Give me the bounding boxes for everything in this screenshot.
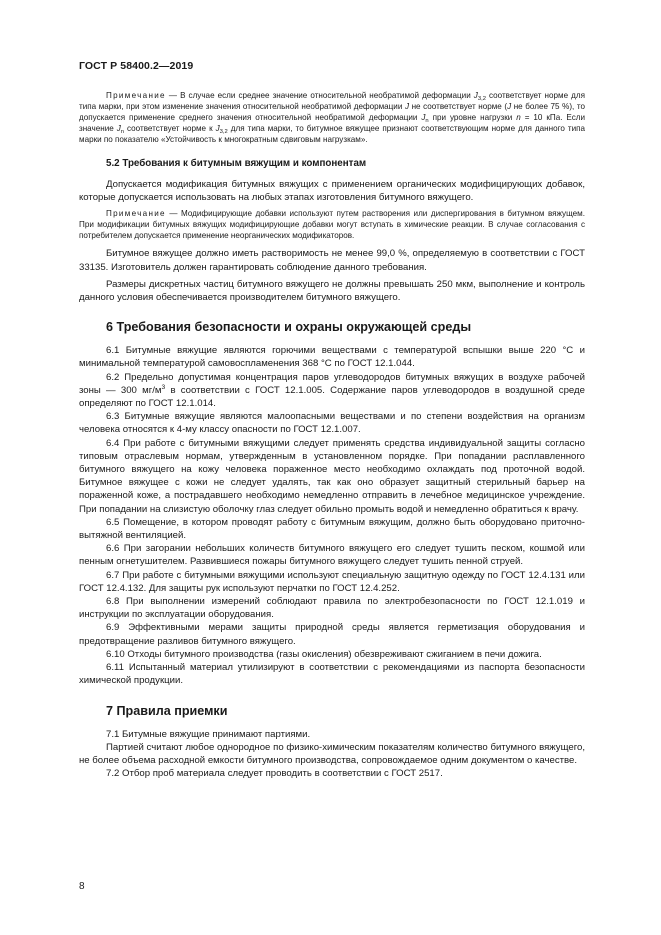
section-5-2-heading: 5.2 Требования к битумным вяжущим и компонентам <box>106 158 367 169</box>
paragraph: Допускается модификация битумных вяжущих с применением органических модифицирующих добавок, которые допускается использовать на любых этапах изготовления битумного вяжущего. <box>79 179 585 204</box>
paragraph: Битумное вяжущее должно иметь растворимость не менее 99,0 %, определяемую в соответствии с ГОСТ 33135. Изготовитель должен гарантировать соблюдение данного требования. <box>79 248 585 273</box>
page-content <box>79 90 585 780</box>
document-header: ГОСТ Р 58400.2—2019 <box>79 60 194 72</box>
clause-7-1: 7.1 Битумные вяжущие принимают партиями. <box>106 728 311 740</box>
clause-6-3: 6.3 Битумные вяжущие являются малоопасными веществами и по степени воздействия на организм человека относятся к 4-му классу опасности по ГОСТ 12.1.007. <box>79 411 585 436</box>
clause-6-9: 6.9 Эффективными мерами защиты природной среды является герметизация оборудования и предотвращение разливов битумного вяжущего. <box>79 622 585 647</box>
clause-7-2: 7.2 Отбор проб материала следует проводить в соответствии с ГОСТ 2517. <box>106 768 443 780</box>
clause-6-11: 6.11 Испытанный материал утилизируют в соответствии с рекомендациями из паспорта безопасности химической продукции. <box>79 662 585 687</box>
note-modifiers: Примечание — Модифицирующие добавки используют путем растворения или диспергирования в битумном вяжущем. При модификации битумных вяжущих модифицирующие добавки могут вступать в химические реакции. В случае согласования с потребителем допускается применение неорганических модификаторов. <box>79 209 585 241</box>
clause-7-1-lot: Партией считают любое однородное по физико-химическим показателям количество битумного вяжущего, не более объема расходной емкости битумного производства, сопровождаемое одним документом о качестве. <box>79 741 585 766</box>
section-6-heading: 6 Требования безопасности и охраны окружающей среды <box>106 320 472 335</box>
clause-6-7: 6.7 При работе с битумными вяжущими используют специальную защитную одежду по ГОСТ 12.4.131 или ГОСТ 12.4.132. Для защиты рук используют перчатки по ГОСТ 12.4.252. <box>79 569 585 594</box>
clause-6-6: 6.6 При загорании небольших количеств битумного вяжущего его следует тушить песком, кошмой или пенным огнетушителем. Развившиеся пожары битумного вяжущего следует тушить пенной струей. <box>79 543 585 568</box>
section-7-heading: 7 Правила приемки <box>106 703 228 718</box>
page-number: 8 <box>79 881 85 892</box>
paragraph: Размеры дискретных частиц битумного вяжущего не должны превышать 250 мкм, выполнение и контроль данного условия обеспечивается производителем битумного вяжущего. <box>79 278 585 304</box>
clause-6-10: 6.10 Отходы битумного производства (газы окисления) обезвреживают сжиганием в печи дожига. <box>106 648 542 660</box>
clause-6-2: 6.2 Предельно допустимая концентрация паров углеводородов битумных вяжущих в воздухе рабочей зоны — 300 $мг/м^3$ в соответствии с ГОСТ 12.1.005. Содержание паров углеводородов в воздушной среде определяют по ГОСТ 12.1.014. <box>79 371 585 410</box>
clause-6-5: 6.5 Помещение, в котором проводят работу с битумным вяжущим, должно быть оборудовано приточно-вытяжной вентиляцией. <box>79 516 585 542</box>
clause-6-8: 6.8 При выполнении измерений соблюдают правила по электробезопасности по ГОСТ 12.1.019 и инструкции по эксплуатации оборудования. <box>79 596 585 621</box>
clause-6-4: 6.4 При работе с битумными вяжущими следует применять средства индивидуальной защиты согласно типовым отраслевым нормам, утвержденным в установленном порядке. При попадании расплавленного битумного вяжущего на кожу человека пораженное место необходимо охлаждать под проточной водой. Битумное вяжущее с кожи не следует удалять, так как оно образует защитный стерильный барьер на пораженной коже, а пострадавшего необходимо немедленно отправить в лечебное медицинское учреждение. При попадании на слизистую оболочку глаз следует обильно промыть водой и немедленно обратиться к врачу. <box>79 437 585 515</box>
clause-6-1: 6.1 Битумные вяжущие являются горючими веществами с температурой вспышки выше 220 °С и минимальной температурой самовоспламенения 368 °С по ГОСТ 12.1.044. <box>79 345 585 370</box>
note-deformation: Примечание — В случае если среднее значение относительной необратимой деформации $J_{3,2}$ соответствует норме для типа марки, при этом изменение значения относительной необратимой деформации J не соответствует норме (J не более 75 %), то допускается применение среднего значения относительной необратимой деформации $J_n$ при уровне нагрузки n = 10 кПа. Если значение $J_n$ соответствует норме к $J_{3,2}$ для типа марки, то битумное вяжущее признают соответствующим норме для данного типа марки по показателю «Устойчивость к многократным сдвиговым нагрузкам». <box>79 91 586 144</box>
